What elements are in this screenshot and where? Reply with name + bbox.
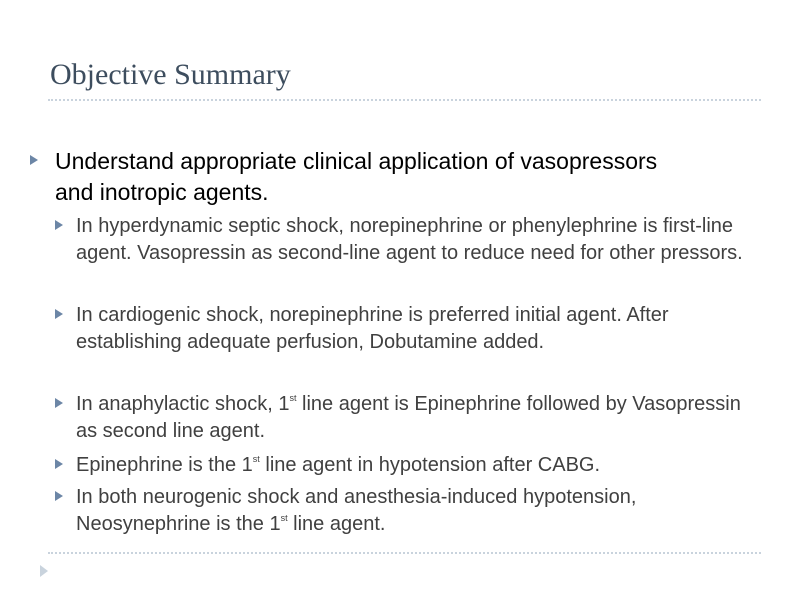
- sub-bullet-item: In anaphylactic shock, 1st line agent is Epinephrine followed by Vasopressin as second line agent.: [76, 393, 741, 442]
- sub-bullet-arrow-icon: [55, 459, 63, 469]
- sub-bullet-arrow-icon: [55, 220, 63, 230]
- sub-bullet-item: In hyperdynamic septic shock, norepinephrine or phenylephrine is first-line agent. Vasopressin as second-line agent to reduce need for other pressors.: [76, 215, 743, 264]
- sub-bullet-item: In both neurogenic shock and anesthesia-induced hypotension, Neosynephrine is the 1st line agent.: [76, 486, 637, 535]
- sub-bullet-arrow-icon: [55, 398, 63, 408]
- slide-title: Objective Summary: [50, 58, 291, 91]
- footer-divider: [48, 552, 761, 554]
- title-divider: [48, 99, 761, 101]
- sub-bullet-arrow-icon: [55, 309, 63, 319]
- sub-bullet-item: In cardiogenic shock, norepinephrine is preferred initial agent. After establishing adequate perfusion, Dobutamine added.: [76, 304, 669, 353]
- main-bullet-text: Understand appropriate clinical application of vasopressors and inotropic agents.: [55, 148, 658, 205]
- sub-bullet-arrow-icon: [55, 491, 63, 501]
- sub-bullet-item: Epinephrine is the 1st line agent in hypotension after CABG.: [76, 454, 601, 476]
- footer-arrow-icon: [40, 565, 48, 577]
- bullet-arrow-icon: [30, 155, 38, 165]
